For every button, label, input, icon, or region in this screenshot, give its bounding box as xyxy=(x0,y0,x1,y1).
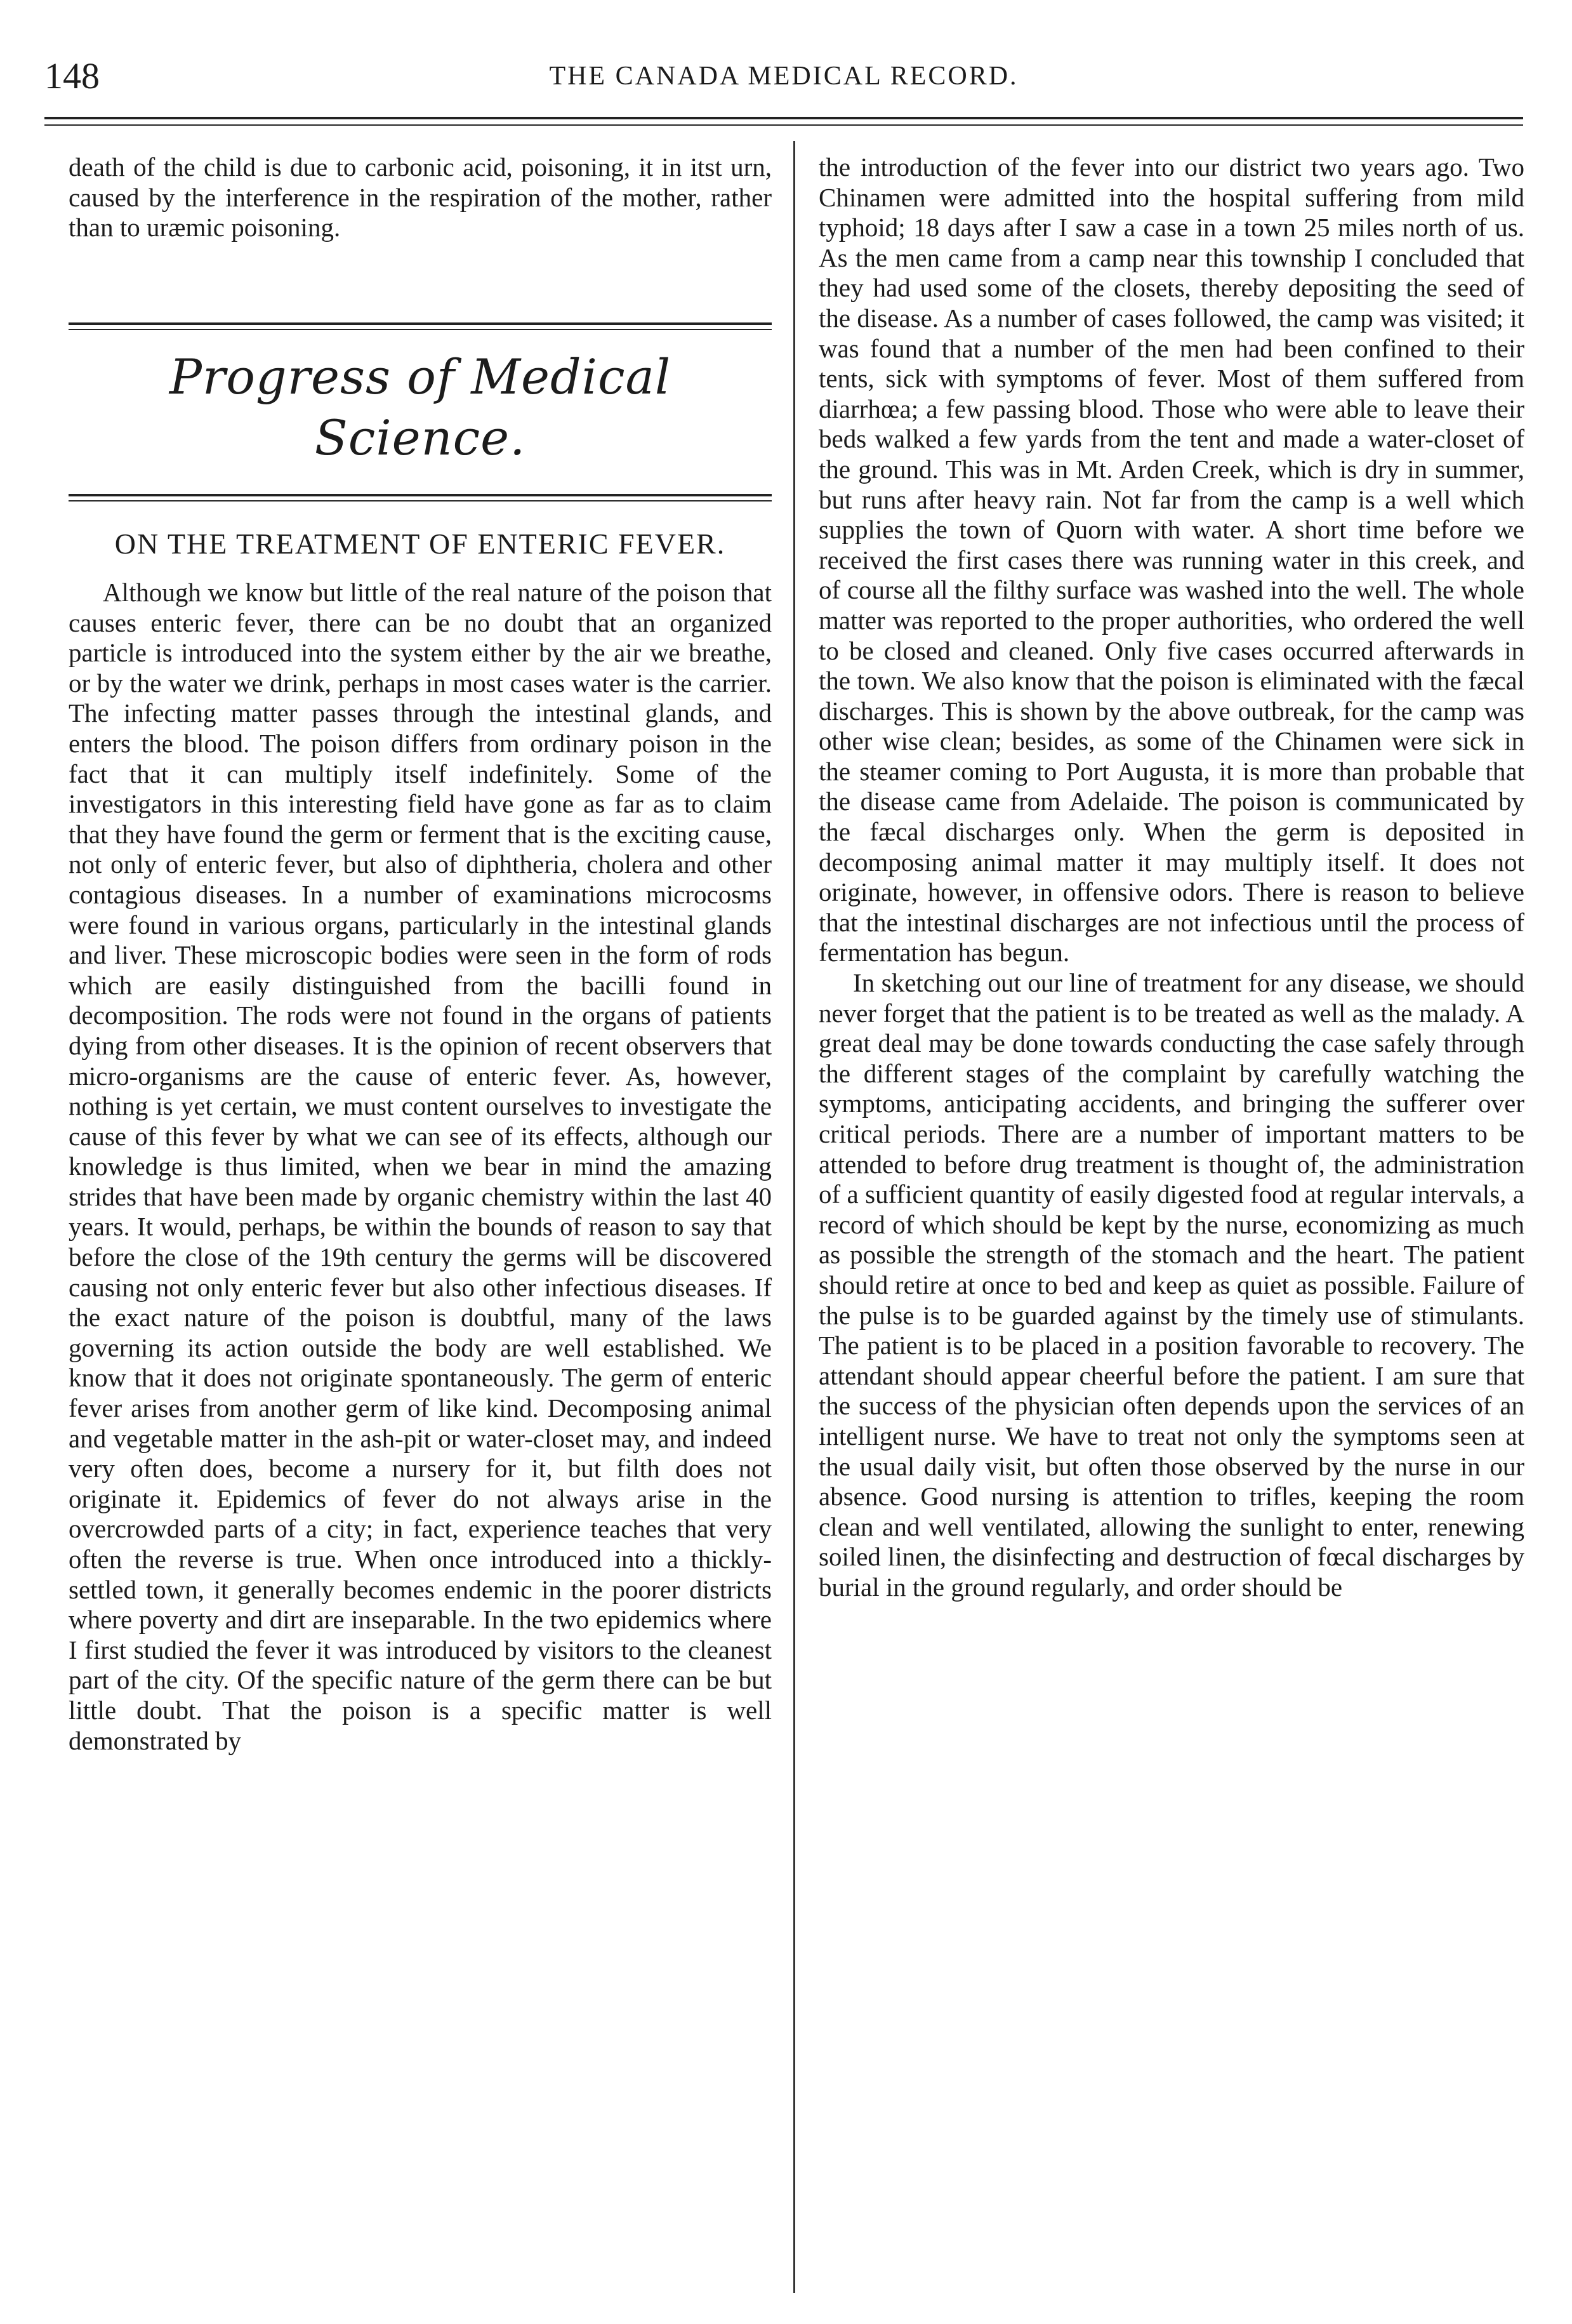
article-paragraph-continued: the introduction of the fever into our district two years ago. Two Chinamen were admitted into the hospital suffering from mild typhoid; 18 days after I saw a case in a town 25 miles north of us. As the men came from a camp near this township I concluded that they had used some of the closets, thereby depositing the seed of the disease. As a number of cases followed, the camp was visited; it was found that a number of the men had been confined to their tents, sick with symptoms of fever. Most of them suffered from diarrhœa; a few passing blood. Those who were able to leave their beds walked a few yards from the tent and made a water-closet of the ground. This was in Mt. Arden Creek, which is dry in summer, but runs after heavy rain. Not far from the camp is a well which supplies the town of Quorn with water. A short time before we received the first cases there was running water in this creek, and of course all the filthy surface was washed into the well. The whole matter was reported to the proper authorities, who ordered the well to be closed and cleaned. Only five cases occurred afterwards in the town. We also know that the poison is eliminated with the fæcal discharges. This is shown by the above outbreak, for the camp was other wise clean; besides, as some of the Chinamen were sick in the steamer coming to Port Augusta, it is more than probable that the disease came from Adelaide. The poison is communicated by the fæcal discharges only. When the germ is deposited in decomposing animal matter it may multiply itself. It does not originate, however, in offensive odors. There is reason to believe that the intestinal discharges are not infectious until the process of fermentation has begun. xyxy=(819,152,1524,967)
section-heading: Progress of Medical Science. xyxy=(169,349,671,466)
running-head: THE CANADA MEDICAL RECORD. xyxy=(549,62,1019,91)
header-rule-thin xyxy=(44,124,1523,126)
article-paragraph: Although we know but little of the real nature of the poison that causes enteric fever, there can be no doubt that an organized particle is introduced into the system either by the air we breathe, or by the water we drink, perhaps in most cases water is the carrier. The infecting matter passes through the intestinal glands, and enters the blood. The poison differs from ordinary poison in the fact that it can multiply itself indefinitely. Some of the investigators in this interesting field have gone as far as to claim that they have found the germ or ferment that is the exciting cause, not only of enteric fever, but also of diphtheria, cholera and other contagious diseases. In a number of examinations microcosms were found in various organs, particularly in the intestinal glands and liver. These microscopic bodies were seen in the form of rods which are easily distinguished from the bacilli found in decomposition. The rods were not found in the organs of patients dying from other diseases. It is the opinion of recent observers that micro-organisms are the cause of enteric fever. As, however, nothing is yet certain, we must content ourselves to investigate the cause of this fever by what we can see of its effects, although our knowledge is thus limited, when we bear in mind the amazing strides that have been made by organic chemistry within the last 40 years. It would, perhaps, be within the bounds of reason to say that before the close of the 19th century the germs will be discovered causing not only enteric fever but also other infectious diseases. If the exact nature of the poison is doubtful, many of the laws governing its action outside the body are well established. We know that it does not originate spontaneously. The germ of enteric fever arises from another germ of like kind. Decomposing animal and vegetable matter in the ash-pit or water-closet may, and indeed very often does, become a nursery for it, but filth does not originate it. Epidemics of fever do not always arise in the overcrowded parts of a city; in fact, experience teaches that very often the reverse is true. When once introduced into a thickly-settled town, it generally becomes endemic in the poorer districts where poverty and dirt are inseparable. In the two epidemics where I first studied the fever it was introduced by visitors to the cleanest part of the city. Of the specific nature of the germ there can be but little doubt. That the poison is a specific matter is well demonstrated by xyxy=(69,578,772,1755)
right-column xyxy=(819,152,1524,1603)
header-rule-thick xyxy=(44,117,1523,119)
intro-paragraph: death of the child is due to carbonic acid, poisoning, it in itst urn, caused by the interference in the respiration of the mother, rather than to uræmic poisoning. xyxy=(69,152,772,242)
article-title: ON THE TREATMENT OF ENTERIC FEVER. xyxy=(114,528,726,560)
section-rule-top xyxy=(69,322,772,333)
section-rule-bottom xyxy=(69,494,772,504)
page-number: 148 xyxy=(44,55,100,96)
column-divider xyxy=(793,141,795,2293)
left-column xyxy=(69,152,772,1756)
page-header xyxy=(44,51,1523,102)
article-paragraph: In sketching out our line of treatment for any disease, we should never forget that the patient is to be treated as well as the malady. A great deal may be done towards conducting the case safely through the different stages of the complaint by carefully watching the symptoms, anticipating accidents, and bringing the sufferer over critical periods. There are a number of important matters to be attended to before drug treatment is thought of, the administration of a sufficient quantity of easily digested food at regular intervals, a record of which should be kept by the nurse, economizing as much as possible the strength of the stomach and the heart. The patient should retire at once to bed and keep as quiet as possible. Failure of the pulse is to be guarded against by the timely use of stimulants. The patient is to be placed in a position favorable to recovery. The attendant should appear cheerful before the patient. I am sure that the success of the physician often depends upon the services of an intelligent nurse. We have to treat not only the symptoms seen at the usual daily visit, but often those observed by the nurse in our absence. Good nursing is attention to trifles, keeping the room clean and well ventilated, allowing the sunlight to enter, renewing soiled linen, the disinfecting and destruction of fœcal discharges by burial in the ground regularly, and order should be xyxy=(819,968,1524,1602)
